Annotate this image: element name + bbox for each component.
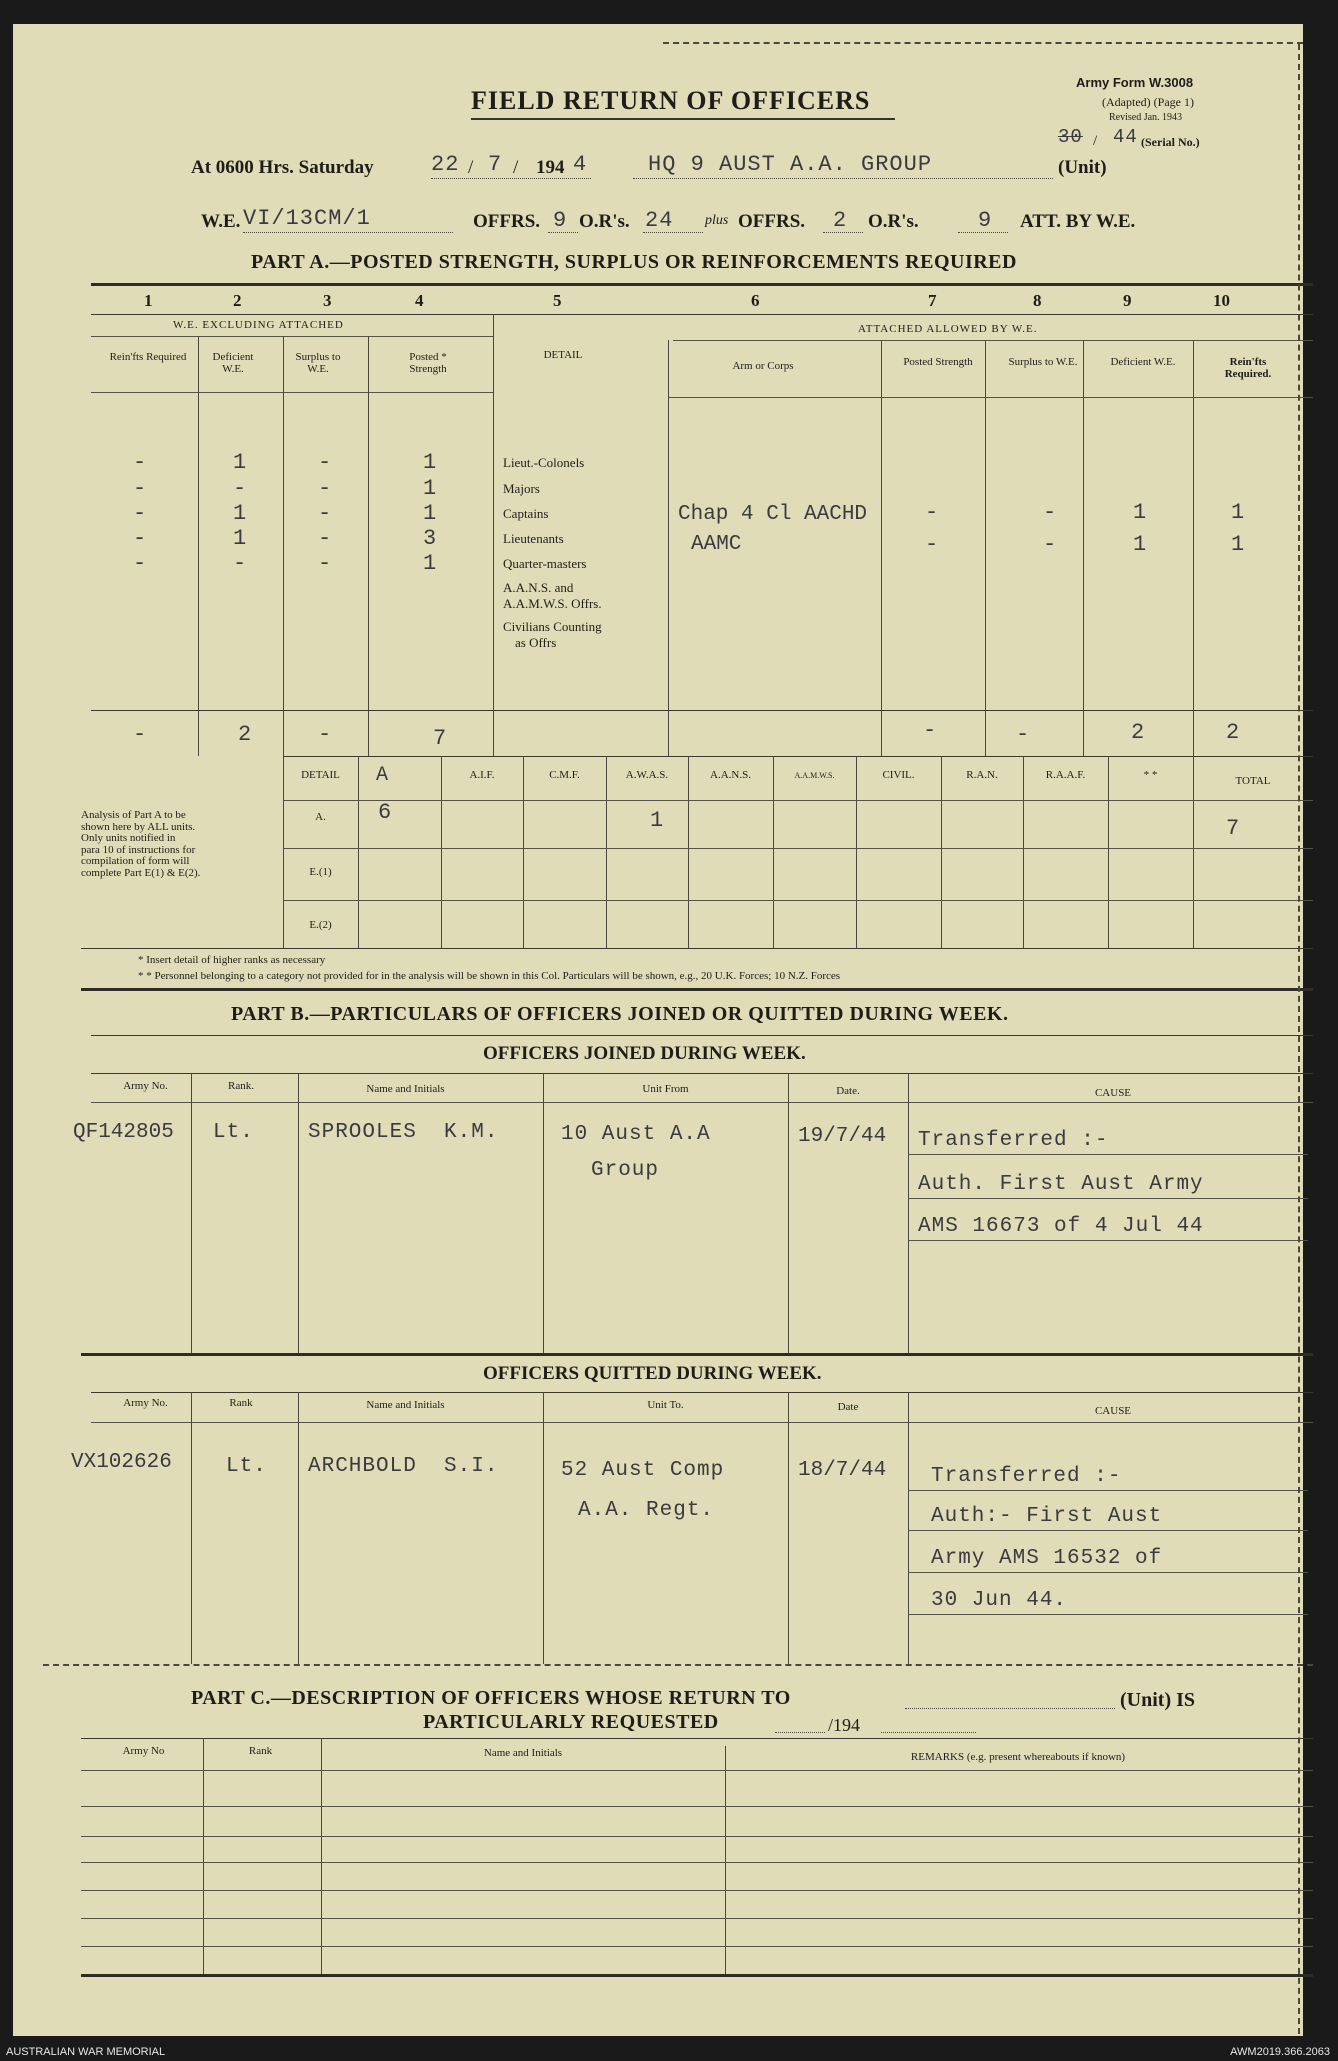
cell-surplus: - (318, 450, 333, 475)
col-number: 1 (144, 291, 153, 310)
serial-b: 44 (1113, 126, 1138, 148)
unit-label: (Unit) (1058, 157, 1107, 178)
col-number: 10 (1213, 291, 1230, 310)
total-att-surplus: - (1016, 722, 1031, 747)
joined-name: SPROOLES K.M. (308, 1121, 499, 1144)
analysis-header: TOTAL (1235, 775, 1271, 787)
joined-title: OFFICERS JOINED DURING WEEK. (483, 1043, 806, 1064)
cell-surplus: - (318, 551, 333, 576)
quitted-header: CAUSE (1094, 1405, 1132, 1417)
at-label: At 0600 Hrs. Saturday (191, 157, 374, 178)
detail-captains: Captains (503, 506, 549, 521)
att-label: ATT. BY W.E. (1020, 211, 1136, 232)
joined-unit-1: 10 Aust A.A (561, 1123, 711, 1146)
joined-header: Name and Initials (366, 1083, 445, 1095)
analysis-header: CIVIL. (882, 769, 915, 781)
header-arm-corps: Arm or Corps (732, 360, 794, 372)
analysis-total-value: 7 (1226, 816, 1241, 841)
header-att-surplus: Surplus to W.E. (1008, 356, 1078, 368)
analysis-row-label: E.(2) (309, 919, 332, 931)
joined-cause-3: AMS 16673 of 4 Jul 44 (918, 1215, 1204, 1238)
analysis-note: Analysis of Part A to be shown here by ALL units. Only units notified in para 10 of instructions for compilation of form will complete Part E(1) & E(2). (81, 809, 201, 879)
quitted-unit-1: 52 Aust Comp (561, 1459, 725, 1482)
part-c-year: /194 (828, 1715, 861, 1735)
cell-reinfts: - (133, 551, 148, 576)
form-adapted: (Adapted) (Page 1) (1102, 95, 1194, 109)
joined-cause-1: Transferred :- (918, 1129, 1109, 1152)
offrs-value: 9 (553, 208, 568, 233)
serial-label: (Serial No.) (1141, 135, 1200, 149)
part-c-header: Army No (122, 1745, 165, 1757)
ors2-value: 9 (978, 208, 993, 233)
col-number: 6 (751, 291, 760, 310)
part-c-header: REMARKS (e.g. present whereabouts if known) (910, 1751, 1126, 1763)
header-posted: Posted * Strength (409, 351, 447, 376)
ors-label: O.R's. (579, 211, 630, 232)
total-att-deficient: 2 (1131, 720, 1146, 745)
form-number: Army Form W.3008 (1076, 75, 1194, 90)
cell-surplus: - (318, 501, 333, 526)
cell-posted: 1 (423, 450, 438, 475)
cell-arm-corps: AAMC (691, 533, 742, 556)
cell-deficient: 1 (233, 450, 248, 475)
serial-a: 30 (1058, 126, 1083, 148)
part-c-header: Rank (248, 1745, 273, 1757)
col-number: 9 (1123, 291, 1132, 310)
form-title: FIELD RETURN OF OFFICERS (471, 86, 871, 115)
month-value: 7 (488, 152, 503, 177)
we-label: W.E. (201, 211, 241, 232)
quitted-date: 18/7/44 (798, 1459, 887, 1482)
analysis-header: DETAIL (301, 769, 340, 781)
quitted-title: OFFICERS QUITTED DURING WEEK. (483, 1363, 822, 1384)
quitted-unit-2: A.A. Regt. (578, 1499, 715, 1522)
cell-deficient: - (233, 551, 248, 576)
quitted-cause-2: Auth:- First Aust (931, 1505, 1163, 1528)
quitted-header: Date (837, 1401, 859, 1413)
joined-header: Date. (836, 1085, 860, 1097)
cell-deficient: - (233, 476, 248, 501)
part-c-title-b: PARTICULARLY REQUESTED (423, 1711, 719, 1733)
col-number: 8 (1033, 291, 1042, 310)
part-c-unit: (Unit) IS (1120, 1689, 1196, 1711)
cell-surplus: - (318, 526, 333, 551)
day-value: 22 (431, 152, 460, 177)
total-reinfts: - (133, 722, 148, 747)
analysis-header: A.A.N.S. (710, 769, 751, 781)
cell-posted: 1 (423, 501, 438, 526)
joined-header: CAUSE (1094, 1087, 1132, 1099)
cell-att-surplus: - (1043, 532, 1058, 557)
header-deficient: Deficient W.E. (212, 351, 254, 376)
form-page: Army Form W.3008 (Adapted) (Page 1) Revised Jan. 1943 FIELD RETURN OF OFFICERS At 0600 Hrs. Saturday 22 / 7 / 194 4 HQ 9 AUST A.A. GROUP (Unit) 30 / 44 (Serial No.) W.E. VI/13CM/1 OFFRS. 9 O.R's. 24 plus OFFRS. 2 O.R's. 9 ATT. BY W.E. PART A.—POSTED STRENGTH, SURPLUS OR REINFORCEMENTS REQUIRED 1 2 3 4 5 6 7 8 9 10 W.E. EXCLUDING ATTACHED ATTACHED ALLOWED BY W.E. Rein'fts Required Deficient W.E. Surplus to W.E. Posted * Strength DETAIL Arm or Corps Posted Strength Surplus to W.E. Deficient W.E. Rein'fts Required. Lieut.-Colonels Majors Captains Lieutenants Quarter-masters A.A.N.S. and A.A.M.W.S. Offrs. Civilians Counting as Offrs - 1 - 1 - - - 1 - 1 - 1 - 1 - 3 - - - 1 Chap 4 Cl AACHD - - 1 1 AAMC - - 1 1 - 2 - 7 - - 2 2 Analysis of Part A to be shown here by ALL units. Only units notified in para 10 of instructions for compilation of form will complete Part E(1) & E(2). DETAIL A A.I.F. C.M.F. A.W.A.S. A.A.N.S. A.A.M.W.S. CIVIL. R.A.N. R.A.A.F. * * TOTAL A. E.(1) E.(2) 6 1 7 * Insert detail of higher ranks as necessary * * Personnel belonging to a category not provided for in the analysis will be shown in this Col. Particulars will be shown, e.g., 20 U.K. Forces; 10 N.Z. Forces PART B.—PARTICULARS OF OFFICERS JOINED OR QUITTED DURING WEEK. OFFICERS JOINED DURING WEEK. Army No. Rank. Name and Initials Unit From Date. CAUSE QF142805 Lt. SPROOLES K.M. 10 Aust A.A Group 19/7/44 Transferred :- Auth. First Aust Army AMS 16673 of 4 Jul 44 OFFICERS QUITTED DURING WEEK. Army No. Rank Name and Initials Unit To. Date CAUSE VX102626 Lt. ARCHBOLD S.I. 52 Aust Comp A.A. Regt. 18/7/44 Transferred :- Auth:- First Aust Army AMS 16532 of 30 Jun 44. PART C.—DESCRIPTION OF OFFICERS WHOSE RETURN TO (Unit) IS PARTICULARLY REQUESTED /194 Army No Rank Name and Initials REMARKS (e.g. present whereabouts if known) (13, 24, 1303, 2036)
detail-majors: Majors (503, 481, 540, 496)
cell-posted: 1 (423, 476, 438, 501)
joined-army-no: QF142805 (73, 1121, 174, 1144)
col-number: 2 (233, 291, 242, 310)
ors-value: 24 (645, 208, 674, 233)
unit-value: HQ 9 AUST A.A. GROUP (648, 152, 933, 177)
offrs-label: OFFRS. (473, 211, 541, 232)
part-a-title: PART A.—POSTED STRENGTH, SURPLUS OR REINFORCEMENTS REQUIRED (251, 251, 1017, 273)
cell-deficient: 1 (233, 526, 248, 551)
total-att-posted: - (923, 718, 938, 743)
footnote-1: * Insert detail of higher ranks as necessary (138, 954, 326, 966)
analysis-awas-value: 1 (650, 808, 665, 833)
analysis-header: R.A.N. (966, 769, 998, 781)
quitted-cause-4: 30 Jun 44. (931, 1589, 1068, 1612)
quitted-header: Army No. (123, 1397, 168, 1409)
cell-reinfts: - (133, 501, 148, 526)
form-revised: Revised Jan. 1943 (1109, 112, 1183, 123)
quitted-header: Unit To. (647, 1399, 684, 1411)
cell-att-deficient: 1 (1133, 500, 1148, 525)
analysis-header: A.I.F. (469, 769, 495, 781)
cell-reinfts: - (133, 526, 148, 551)
joined-rank: Lt. (213, 1121, 254, 1144)
perforation-line (663, 42, 1303, 44)
analysis-header: * * (1143, 769, 1158, 781)
analysis-header: A.A.M.W.S. (794, 771, 835, 780)
joined-unit-2: Group (591, 1159, 660, 1182)
part-b-title: PART B.—PARTICULARS OF OFFICERS JOINED OR QUITTED DURING WEEK. (231, 1003, 1009, 1025)
cell-att-deficient: 1 (1133, 532, 1148, 557)
cell-arm-corps: Chap 4 Cl AACHD (678, 503, 868, 526)
footer-accession: AWM2019.366.2063 (1230, 2046, 1330, 2058)
cell-att-posted: - (925, 532, 940, 557)
cell-posted: 1 (423, 551, 438, 576)
header-detail: DETAIL (543, 349, 583, 361)
plus-label: plus (705, 213, 729, 228)
joined-header: Army No. (123, 1080, 168, 1092)
detail-aans: A.A.N.S. and (503, 580, 574, 595)
col-number: 7 (928, 291, 937, 310)
header-surplus: Surplus to W.E. (295, 351, 341, 376)
header-att-reinfts: Rein'fts Required. (1224, 356, 1272, 381)
year-prefix: 194 (536, 157, 565, 178)
footnote-2: * * Personnel belonging to a category not provided for in the analysis will be shown in this Col. Particulars will be shown, e.g., 20 U.K. Forces; 10 N.Z. Forces (138, 970, 841, 982)
joined-cause-2: Auth. First Aust Army (918, 1173, 1204, 1196)
header-att-deficient: Deficient W.E. (1110, 356, 1176, 368)
header-att-posted: Posted Strength (903, 356, 973, 368)
col-number: 4 (415, 291, 424, 310)
part-c-header: Name and Initials (483, 1747, 563, 1759)
detail-civilians: Civilians Counting (503, 619, 602, 634)
header-reinfts: Rein'fts Required (109, 351, 187, 363)
total-surplus: - (318, 722, 333, 747)
cell-att-reinfts: 1 (1231, 532, 1246, 557)
detail-lieutenants: Lieutenants (503, 531, 564, 546)
joined-header: Unit From (642, 1083, 689, 1095)
offrs2-value: 2 (833, 208, 848, 233)
group-left-header: W.E. EXCLUDING ATTACHED (173, 319, 344, 331)
cell-posted: 3 (423, 526, 438, 551)
cell-reinfts: - (133, 476, 148, 501)
analysis-header: C.M.F. (549, 769, 580, 781)
group-right-header: ATTACHED ALLOWED BY W.E. (858, 323, 1038, 335)
analysis-header: A.W.A.S. (625, 769, 669, 781)
col-number: 5 (553, 291, 562, 310)
quitted-header: Name and Initials (366, 1399, 445, 1411)
quitted-cause-3: Army AMS 16532 of (931, 1547, 1163, 1570)
cell-surplus: - (318, 476, 333, 501)
analysis-row-label: A. (315, 811, 326, 823)
joined-header: Rank. (228, 1080, 254, 1092)
detail-qm: Quarter-masters (503, 556, 587, 571)
quitted-name: ARCHBOLD S.I. (308, 1455, 499, 1478)
quitted-rank: Lt. (226, 1455, 267, 1478)
detail-aamws: A.A.M.W.S. Offrs. (503, 596, 602, 611)
year-digit: 4 (573, 152, 588, 177)
ors2-label: O.R's. (868, 211, 919, 232)
quitted-header: Rank (229, 1397, 253, 1409)
quitted-army-no: VX102626 (71, 1451, 172, 1474)
cell-reinfts: - (133, 450, 148, 475)
footer-credit: AUSTRALIAN WAR MEMORIAL (6, 2046, 166, 2058)
quitted-cause-1: Transferred :- (931, 1465, 1122, 1488)
title-underline (471, 118, 895, 120)
detail-as-offrs: as Offrs (515, 635, 557, 650)
analysis-a-value: 6 (378, 800, 393, 825)
part-c-title-a: PART C.—DESCRIPTION OF OFFICERS WHOSE RETURN TO (191, 1687, 791, 1709)
analysis-header: R.A.A.F. (1045, 769, 1086, 781)
analysis-header: A (376, 764, 390, 787)
cell-att-reinfts: 1 (1231, 500, 1246, 525)
analysis-row-label: E.(1) (309, 866, 332, 878)
total-deficient: 2 (238, 722, 253, 747)
cell-att-surplus: - (1043, 500, 1058, 525)
we-value: VI/13CM/1 (243, 206, 371, 231)
offrs2-label: OFFRS. (738, 211, 806, 232)
total-posted: 7 (433, 726, 448, 751)
joined-date: 19/7/44 (798, 1125, 887, 1148)
detail-lt-col: Lieut.-Colonels (503, 455, 585, 470)
total-att-reinfts: 2 (1226, 720, 1241, 745)
col-number: 3 (323, 291, 332, 310)
cell-deficient: 1 (233, 501, 248, 526)
cell-att-posted: - (925, 500, 940, 525)
